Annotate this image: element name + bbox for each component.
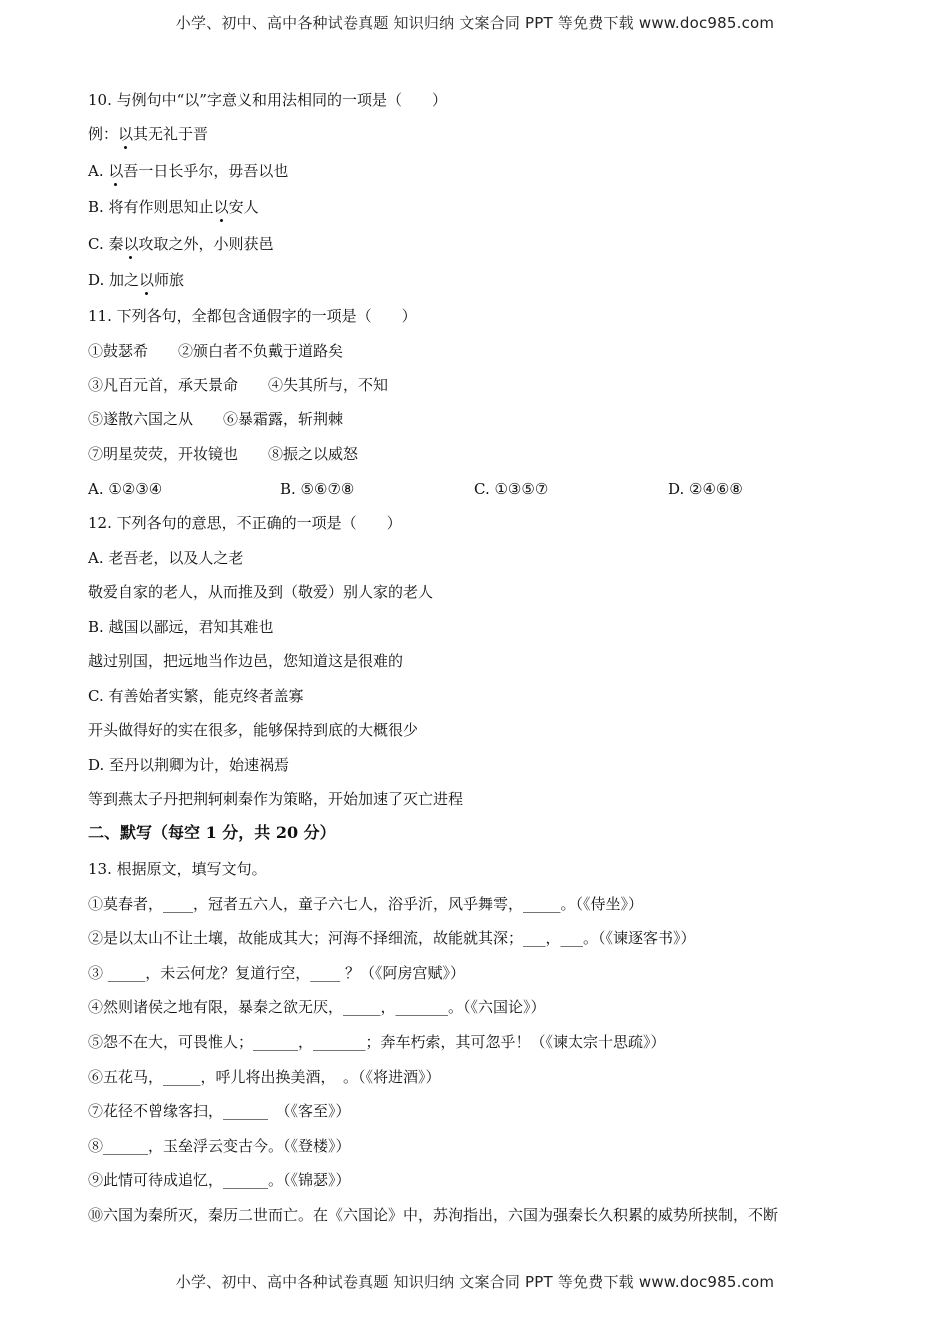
- q11-row-2: ③凡百元首，承天景命 ④失其所与，不知: [88, 376, 389, 394]
- q11-option-d: D. ②④⑥⑧: [668, 480, 743, 498]
- q11-options: [0, 479, 950, 499]
- q13-item-4: ④然则诸侯之地有限，暴秦之欲无厌，_____，_______。（《六国论》）: [88, 998, 546, 1016]
- q10-option-a: A. 以吾一日长乎尔，毋吾以也: [88, 162, 289, 180]
- q13-item-3: ③ _____，未云何龙？复道行空，____ ？（《阿房宫赋》）: [88, 964, 466, 982]
- q13-item-7: ⑦花径不曾缘客扫，______ （《客至》）: [88, 1102, 351, 1120]
- emphasis-dot: 以: [139, 271, 155, 289]
- q12-option-c-explanation: 开头做得好的实在很多，能够保持到底的大概很少: [88, 721, 419, 739]
- q11-option-c: C. ①③⑤⑦: [474, 480, 549, 498]
- q13-item-8: ⑧______，玉垒浮云变古今。（《登楼》）: [88, 1137, 351, 1155]
- q12-option-a-explanation: 敬爱自家的老人，从而推及到（敬爱）别人家的老人: [88, 583, 434, 601]
- page-footer: 小学、初中、高中各种试卷真题 知识归纳 文案合同 PPT 等免费下载 www.doc985.com: [175, 1273, 775, 1291]
- emphasis-dot: 以: [123, 235, 139, 253]
- q11-row-4: ⑦明星荧荧，开妆镜也 ⑧振之以威怒: [88, 445, 359, 463]
- q10-example: 例：以其无礼于晋: [88, 125, 209, 143]
- q12-option-d-explanation: 等到燕太子丹把荆轲刺秦作为策略，开始加速了灭亡进程: [88, 790, 464, 808]
- q12-option-d: D. 至丹以荆卿为计，始速祸焉: [88, 756, 290, 774]
- q13-item-1: ①莫春者，____，冠者五六人，童子六七人，浴乎沂，风乎舞雩，_____。（《侍坐》）: [88, 895, 644, 913]
- q10-stem: 10. 与例句中“以”字意义和用法相同的一项是（ ）: [88, 91, 447, 109]
- q12-option-c: C. 有善始者实繁，能克终者盖寡: [88, 687, 304, 705]
- q10-option-d: D. 加之以师旅: [88, 271, 185, 289]
- emphasis-dot: 以: [108, 162, 124, 180]
- q12-option-a: A. 老吾老，以及人之老: [88, 549, 244, 567]
- q11-row-3: ⑤遂散六国之从 ⑥暴霜露，斩荆棘: [88, 410, 344, 428]
- page-header: 小学、初中、高中各种试卷真题 知识归纳 文案合同 PPT 等免费下载 www.doc985.com: [175, 14, 775, 32]
- q12-option-b: B. 越国以鄙远，君知其难也: [88, 618, 274, 636]
- emphasis-dot: 以: [213, 198, 229, 216]
- q13-item-2: ②是以太山不让土壤，故能成其大；河海不择细流，故能就其深；___，___。（《谏逐客书》）: [88, 929, 696, 947]
- q12-option-b-explanation: 越过别国，把远地当作边邑，您知道这是很难的: [88, 652, 404, 670]
- q11-option-b: B. ⑤⑥⑦⑧: [280, 480, 355, 498]
- q13-item-10: ⑩六国为秦所灭，秦历二世而亡。在《六国论》中，苏洵指出，六国为强秦长久积累的威势所挟制，不断: [88, 1206, 779, 1224]
- q10-option-b: B. 将有作则思知止以安人: [88, 198, 259, 216]
- q13-stem: 13. 根据原文，填写文句。: [88, 860, 267, 878]
- q11-row-1: ①鼓瑟希 ②颁白者不负戴于道路矣: [88, 342, 344, 360]
- q12-stem: 12. 下列各句的意思，不正确的一项是（ ）: [88, 514, 402, 532]
- q10-option-c: C. 秦以攻取之外，小则获邑: [88, 235, 274, 253]
- emphasis-dot: 以: [118, 125, 134, 143]
- q13-item-5: ⑤怨不在大，可畏惟人；______，_______；奔车朽索，其可忽乎！（《谏太宗十思疏》）: [88, 1033, 666, 1051]
- q13-item-6: ⑥五花马，_____，呼儿将出换美酒， 。（《将进酒》）: [88, 1068, 441, 1086]
- q11-stem: 11. 下列各句，全都包含通假字的一项是（ ）: [88, 307, 417, 325]
- q11-option-a: A. ①②③④: [88, 480, 163, 498]
- q13-item-9: ⑨此情可待成追忆，______。（《锦瑟》）: [88, 1171, 351, 1189]
- section-2-title: 二、默写（每空 1 分，共 20 分）: [88, 823, 336, 842]
